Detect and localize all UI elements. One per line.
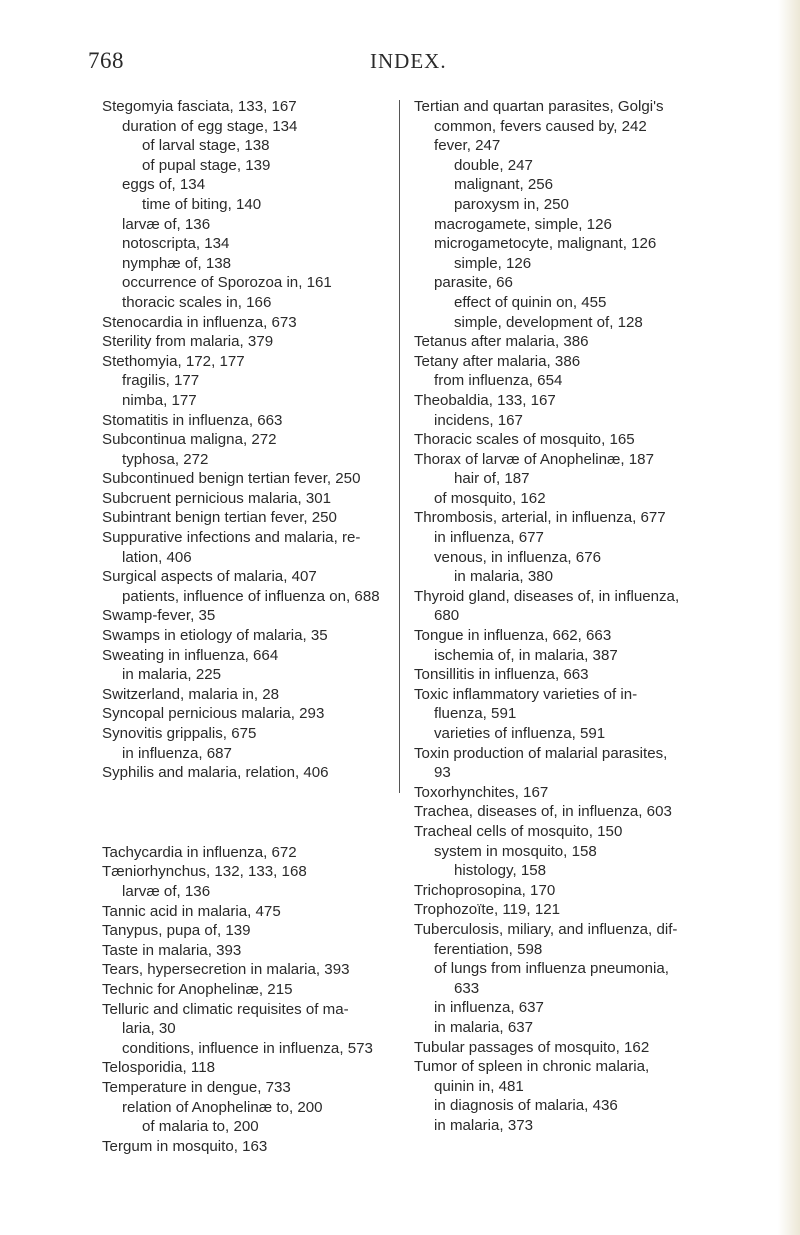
index-subentry: malignant, 256 — [454, 176, 554, 194]
index-subentry: double, 247 — [454, 156, 533, 174]
index-subentry: 93 — [434, 764, 451, 782]
index-entry: Tuberculosis, miliary, and influenza, dif- — [414, 920, 678, 938]
index-subentry: in diagnosis of malaria, 436 — [434, 1097, 618, 1115]
index-subentry: simple, development of, 128 — [454, 313, 643, 331]
index-subentry: 633 — [454, 979, 480, 997]
index-subentry: typhosa, 272 — [122, 450, 209, 468]
index-entry: Technic for Anophelinæ, 215 — [102, 980, 293, 998]
index-subentry: parasite, 66 — [434, 274, 513, 292]
index-subentry: of mosquito, 162 — [434, 489, 546, 507]
index-entry: Sterility from malaria, 379 — [102, 333, 274, 351]
index-entry: Tubular passages of mosquito, 162 — [414, 1038, 650, 1056]
index-subentry: venous, in influenza, 676 — [434, 548, 601, 566]
index-entry: Synovitis grippalis, 675 — [102, 725, 257, 742]
index-entry: Stenocardia in influenza, 673 — [102, 313, 297, 331]
index-entry: Tannic acid in malaria, 475 — [102, 902, 281, 920]
index-subentry: in malaria, 637 — [434, 1018, 534, 1036]
index-subentry: simple, 126 — [454, 254, 532, 272]
index-entry: Trichoprosopina, 170 — [414, 881, 556, 899]
index-subentry: 680 — [434, 607, 460, 625]
index-subentry: in influenza, 637 — [434, 999, 544, 1017]
index-entry: Taste in malaria, 393 — [102, 941, 242, 959]
index-entry: Subcontinued benign tertian fever, 250 — [102, 470, 361, 488]
index-subentry: of larval stage, 138 — [142, 137, 270, 155]
page-edge-shade — [778, 0, 800, 1235]
index-subentry: relation of Anophelinæ to, 200 — [122, 1098, 323, 1116]
index-entry: Syphilis and malaria, relation, 406 — [102, 764, 329, 782]
index-entry: Subcontinua maligna, 272 — [102, 431, 277, 449]
index-entry: Tertian and quartan parasites, Golgi's — [414, 98, 664, 115]
index-subentry: in malaria, 373 — [434, 1116, 534, 1134]
index-entry: Tetany after malaria, 386 — [414, 352, 581, 370]
index-entry: Tachycardia in influenza, 672 — [102, 843, 297, 861]
index-subentry: incidens, 167 — [434, 411, 523, 429]
index-entry: Sweating in influenza, 664 — [102, 646, 279, 664]
index-entry: Toxorhynchites, 167 — [414, 783, 549, 801]
index-entry: Syncopal pernicious malaria, 293 — [102, 705, 325, 723]
index-entry: Stegomyia fasciata, 133, 167 — [102, 98, 297, 115]
index-entry: Temperature in dengue, 733 — [102, 1078, 291, 1096]
index-entry: Swamps in etiology of malaria, 35 — [102, 627, 328, 645]
index-subentry: occurrence of Sporozoa in, 161 — [122, 274, 332, 292]
index-entry: Stomatitis in influenza, 663 — [102, 411, 283, 429]
index-column-right — [414, 97, 732, 1135]
index-subentry: common, fevers caused by, 242 — [434, 117, 647, 135]
index-entry: Tetanus after malaria, 386 — [414, 333, 589, 351]
index-subentry: ischemia of, in malaria, 387 — [434, 646, 618, 664]
index-entry: Tears, hypersecretion in malaria, 393 — [102, 961, 350, 979]
index-entry: Subintrant benign tertian fever, 250 — [102, 509, 337, 527]
index-subentry: quinin in, 481 — [434, 1077, 524, 1095]
page-number: 768 — [88, 48, 124, 73]
index-subentry: notoscripta, 134 — [122, 235, 230, 253]
index-subentry: fever, 247 — [434, 137, 501, 155]
index-subentry: varieties of influenza, 591 — [434, 725, 606, 742]
index-section-t — [102, 843, 394, 1157]
index-entry: Suppurative infections and malaria, re- — [102, 529, 361, 547]
index-subentry: duration of egg stage, 134 — [122, 117, 298, 135]
index-entry: Tongue in influenza, 662, 663 — [414, 627, 612, 645]
index-subentry: paroxysm in, 250 — [454, 195, 569, 213]
index-subentry: effect of quinin on, 455 — [454, 293, 607, 311]
index-entry: Telluric and climatic requisites of ma- — [102, 1000, 349, 1018]
index-subentry: time of biting, 140 — [142, 195, 262, 213]
index-subentry: of malaria to, 200 — [142, 1118, 259, 1136]
index-subentry: fragilis, 177 — [122, 372, 200, 390]
index-subentry: in malaria, 225 — [122, 666, 222, 684]
index-entry: Tanypus, pupa of, 139 — [102, 922, 251, 940]
index-entry: Thoracic scales of mosquito, 165 — [414, 431, 635, 449]
index-subentry: macrogamete, simple, 126 — [434, 215, 612, 233]
index-entry: Trophozoïte, 119, 121 — [414, 901, 561, 919]
index-entry: Thyroid gland, diseases of, in influenza, — [414, 587, 680, 605]
index-entry: Toxic inflammatory varieties of in- — [414, 685, 638, 703]
index-subentry: of pupal stage, 139 — [142, 156, 271, 174]
index-subentry: nymphæ of, 138 — [122, 254, 232, 272]
index-entry: Tæniorhynchus, 132, 133, 168 — [102, 863, 307, 881]
index-entry: Subcruent pernicious malaria, 301 — [102, 489, 332, 507]
index-section-s — [102, 97, 394, 783]
index-entry: Switzerland, malaria in, 28 — [102, 685, 280, 703]
page-header — [0, 48, 800, 78]
index-subentry: conditions, influence in influenza, 573 — [122, 1039, 373, 1057]
index-subentry: ferentiation, 598 — [434, 940, 543, 958]
section-gap — [102, 783, 394, 843]
index-entry: Surgical aspects of malaria, 407 — [102, 568, 317, 586]
index-entry: Toxin production of malarial parasites, — [414, 744, 668, 762]
index-subentry: histology, 158 — [454, 862, 547, 880]
index-subentry: larvæ of, 136 — [122, 215, 211, 233]
index-section-t-continued — [414, 97, 732, 1135]
index-entry: Trachea, diseases of, in influenza, 603 — [414, 803, 672, 821]
index-subentry: system in mosquito, 158 — [434, 842, 597, 860]
index-entry: Swamp-fever, 35 — [102, 607, 216, 625]
index-entry: Tonsillitis in influenza, 663 — [414, 666, 589, 684]
index-subentry: from influenza, 654 — [434, 372, 563, 390]
index-subentry: thoracic scales in, 166 — [122, 293, 272, 311]
index-subentry: in malaria, 380 — [454, 568, 554, 586]
index-subentry: fluenza, 591 — [434, 705, 517, 723]
index-entry: Theobaldia, 133, 167 — [414, 391, 556, 409]
index-subentry: hair of, 187 — [454, 470, 530, 488]
index-subentry: lation, 406 — [122, 548, 192, 566]
index-entry: Tumor of spleen in chronic malaria, — [414, 1058, 650, 1076]
index-subentry: nimba, 177 — [122, 391, 197, 409]
index-subentry: patients, influence of influenza on, 688 — [122, 587, 380, 605]
index-column-left — [102, 97, 394, 1156]
index-subentry: laria, 30 — [122, 1020, 176, 1038]
index-subentry: of lungs from influenza pneumonia, — [434, 960, 669, 978]
index-entry: Stethomyia, 172, 177 — [102, 352, 245, 370]
index-subentry: larvæ of, 136 — [122, 882, 211, 900]
column-divider — [399, 100, 400, 793]
index-subentry: in influenza, 687 — [122, 744, 232, 762]
index-entry: Thrombosis, arterial, in influenza, 677 — [414, 509, 666, 527]
index-subentry: microgametocyte, malignant, 126 — [434, 235, 657, 253]
index-subentry: eggs of, 134 — [122, 176, 206, 194]
index-entry: Thorax of larvæ of Anophelinæ, 187 — [414, 450, 654, 468]
index-subentry: in influenza, 677 — [434, 529, 544, 547]
index-entry: Tracheal cells of mosquito, 150 — [414, 822, 623, 840]
index-entry: Telosporidia, 118 — [102, 1059, 215, 1077]
index-entry: Tergum in mosquito, 163 — [102, 1137, 268, 1155]
running-title: INDEX. — [370, 49, 447, 73]
